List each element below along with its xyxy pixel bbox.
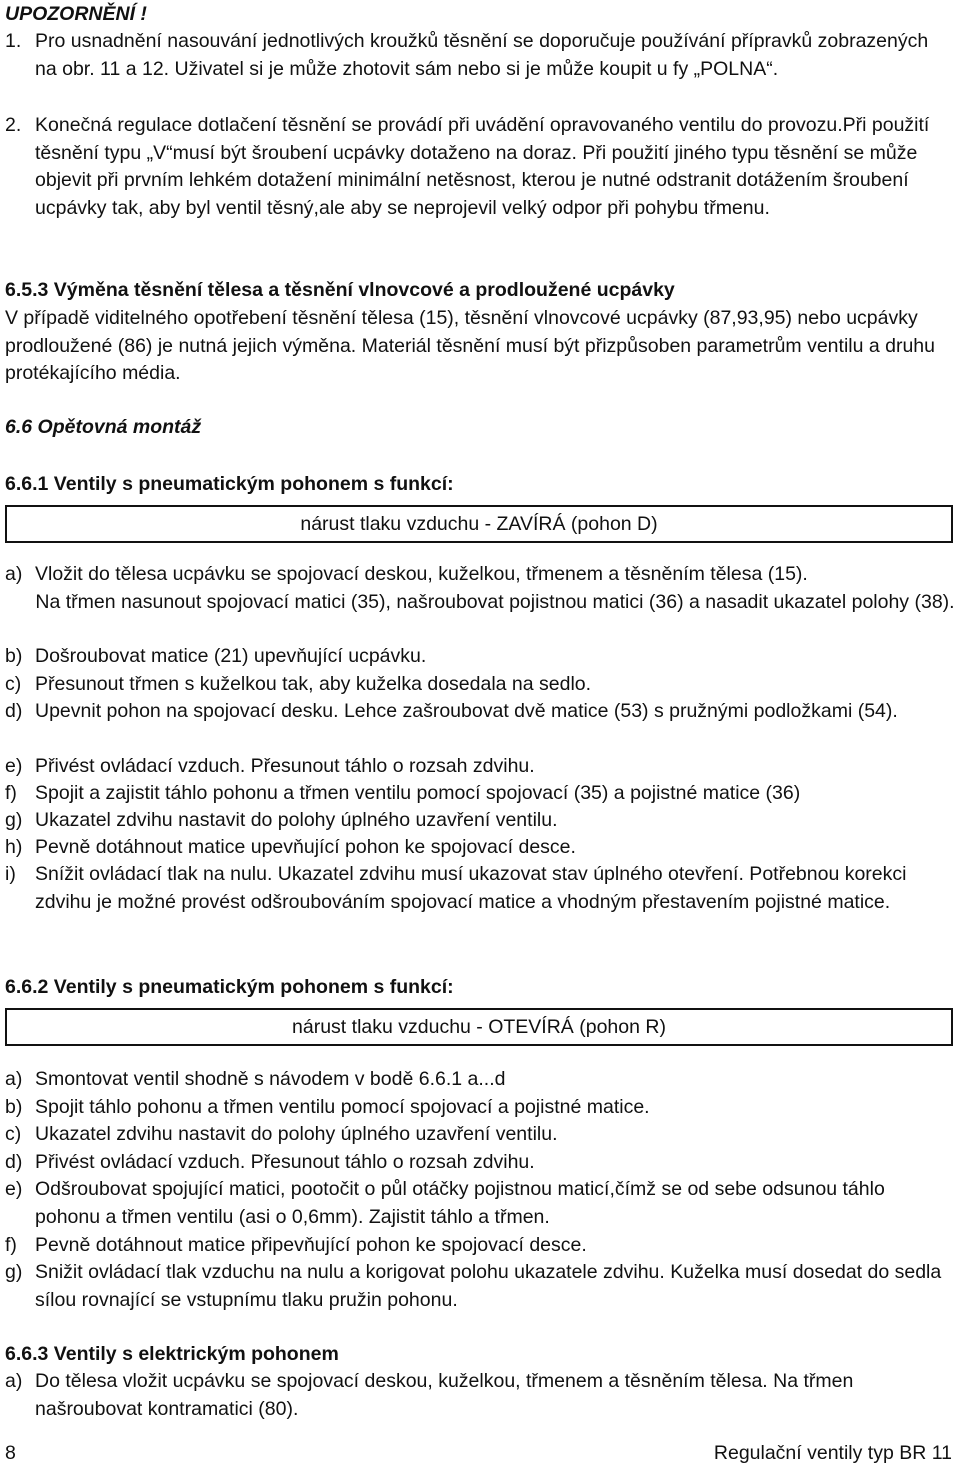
page-number: 8 [5,1442,16,1464]
list-item-text: Do tělesa vložit ucpávku se spojovací deskou, kuželkou, třmenem a těsněním tělesa. Na třmen našroubovat kontramatici (80). [35,1370,854,1420]
list-item-label: a) [5,1068,23,1090]
list-item [5,807,955,835]
list-item-label: c) [5,673,22,695]
list-item [5,671,955,699]
warning-item-label: 1. [5,30,22,52]
document-title: Regulační ventily typ BR 11 [713,1442,952,1464]
section-title-6-6: 6.6 Opětovná montáž [5,416,202,438]
list-item [5,753,955,781]
list-item [5,1259,955,1314]
list-item-label: f) [5,782,17,804]
list-item-label: e) [5,755,23,777]
list-item-text: Přivést ovládací vzduch. Přesunout táhlo o rozsah zdvihu. [35,1151,535,1173]
list-item [5,1368,955,1423]
list-item-text: Pevně dotáhnout matice upevňující pohon ke spojovací desce. [35,836,576,858]
list-item-label: h) [5,836,23,858]
list-item [5,1121,955,1149]
function-box-close: nárust tlaku vzduchu - ZAVÍRÁ (pohon D) [5,505,953,543]
list-item-label: b) [5,645,23,667]
list-item-label: d) [5,700,23,722]
list-item-text-centered: Na třmen nasunout spojovací matici (35), našroubovat pojistnou matici (36) a nasadit ukazatel polohy (38). [35,591,955,613]
section-title-6-6-2: 6.6.2 Ventily s pneumatickým pohonem s funkcí: [5,976,454,998]
list-item-text: Spojit táhlo pohonu a třmen ventilu pomocí spojovací a pojistné matice. [35,1096,650,1118]
list-item [5,643,955,671]
section-title-6-5-3: 6.5.3 Výměna těsnění tělesa a těsnění vlnovcové a prodloužené ucpávky [5,279,675,301]
warning-item-label: 2. [5,114,22,136]
list-item-text: Snížit ovládací tlak na nulu. Ukazatel zdvihu musí ukazovat stav úplného otevření. Potřebnou korekci zdvihu je možné provést odšroubováním spojovací matice a vhodným přestavením pojistné matice. [35,863,907,913]
list-item-text: Pevně dotáhnout matice připevňující pohon ke spojovací desce. [35,1234,587,1256]
warning-title: UPOZORNĚNÍ ! [5,3,147,25]
list-item [5,834,955,862]
section-title-6-6-1: 6.6.1 Ventily s pneumatickým pohonem s funkcí: [5,473,454,495]
warning-item [5,28,955,83]
section-text-6-5-3: V případě viditelného opotřebení těsnění tělesa (15), těsnění vlnovcové ucpávky (87,93,95) nebo ucpávky prodloužené (86) je nutná jejich výměna. Materiál těsnění musí být přizpůsoben parametrům ventilu a druhu protékajícího média. [5,307,936,384]
list-item-text: Snižit ovládací tlak vzduchu na nulu a korigovat polohu ukazatele zdvihu. Kuželka musí dosedat do sedla sílou rovnající se vstupnímu tlaku pružin pohonu. [35,1261,942,1311]
list-item [5,780,955,808]
list-item-text: Přesunout třmen s kuželkou tak, aby kuželka dosedala na sedlo. [35,673,592,695]
function-box-open: nárust tlaku vzduchu - OTEVÍRÁ (pohon R) [5,1008,953,1046]
list-item-text: Ukazatel zdvihu nastavit do polohy úplného uzavření ventilu. [35,809,558,831]
section-title-6-6-3: 6.6.3 Ventily s elektrickým pohonem [5,1343,339,1365]
list-item-text: Upevnit pohon na spojovací desku. Lehce zašroubovat dvě matice (53) s pružnými podložkami (54). [35,700,898,722]
warning-item-text: Pro usnadnění nasouvání jednotlivých kroužků těsnění se doporučuje používání přípravků zobrazených na obr. 11 a 12. Uživatel si je může zhotovit sám nebo si je může koupit u fy „POLNA“. [35,30,929,80]
list-item-text: Odšroubovat spojující matici, pootočit o půl otáčky pojistnou maticí,čímž se od sebe odsunou táhlo pohonu a třmen ventilu (asi o 0,6mm). Zajistit táhlo a třmen. [35,1178,885,1228]
list-item-text: Vložit do tělesa ucpávku se spojovací deskou, kuželkou, třmenem a těsněním tělesa (15). [35,563,808,585]
list-item-label: g) [5,1261,23,1283]
list-item [5,1149,955,1177]
list-item-label: f) [5,1234,17,1256]
list-item-text: Přivést ovládací vzduch. Přesunout táhlo o rozsah zdvihu. [35,755,535,777]
list-item [5,1176,955,1231]
list-item-label: e) [5,1178,23,1200]
list-item [5,1066,955,1094]
list-item-label: b) [5,1096,23,1118]
list-item [5,698,955,726]
list-item-label: a) [5,563,23,585]
list-item-label: i) [5,863,16,885]
warning-item [5,112,955,222]
list-item-text: Došroubovat matice (21) upevňující ucpávku. [35,645,427,667]
list-item-label: d) [5,1151,23,1173]
list-item [5,1094,955,1122]
list-item [5,1232,955,1260]
list-item-text: Ukazatel zdvihu nastavit do polohy úplného uzavření ventilu. [35,1123,558,1145]
list-item-label: g) [5,809,23,831]
list-item-label: a) [5,1370,23,1392]
list-item-text: Spojit a zajistit táhlo pohonu a třmen ventilu pomocí spojovací (35) a pojistné matice (36) [35,782,801,804]
list-item [5,861,955,916]
list-item-label: c) [5,1123,22,1145]
list-item [5,561,955,589]
warning-item-text: Konečná regulace dotlačení těsnění se provádí při uvádění opravovaného ventilu do provozu.Při použití těsnění typu „V“musí být šroubení ucpávky dotaženo na doraz. Při použití jiného typu těsnění se může objevit při prvním lehkém dotažení minimální netěsnost, kterou je nutné odstranit dotážením šroubení ucpávky tak, aby byl ventil těsný,ale aby se neprojevil velký odpor při pohybu třmenu. [35,114,930,219]
list-item-text: Smontovat ventil shodně s návodem v bodě 6.6.1 a...d [35,1068,506,1090]
